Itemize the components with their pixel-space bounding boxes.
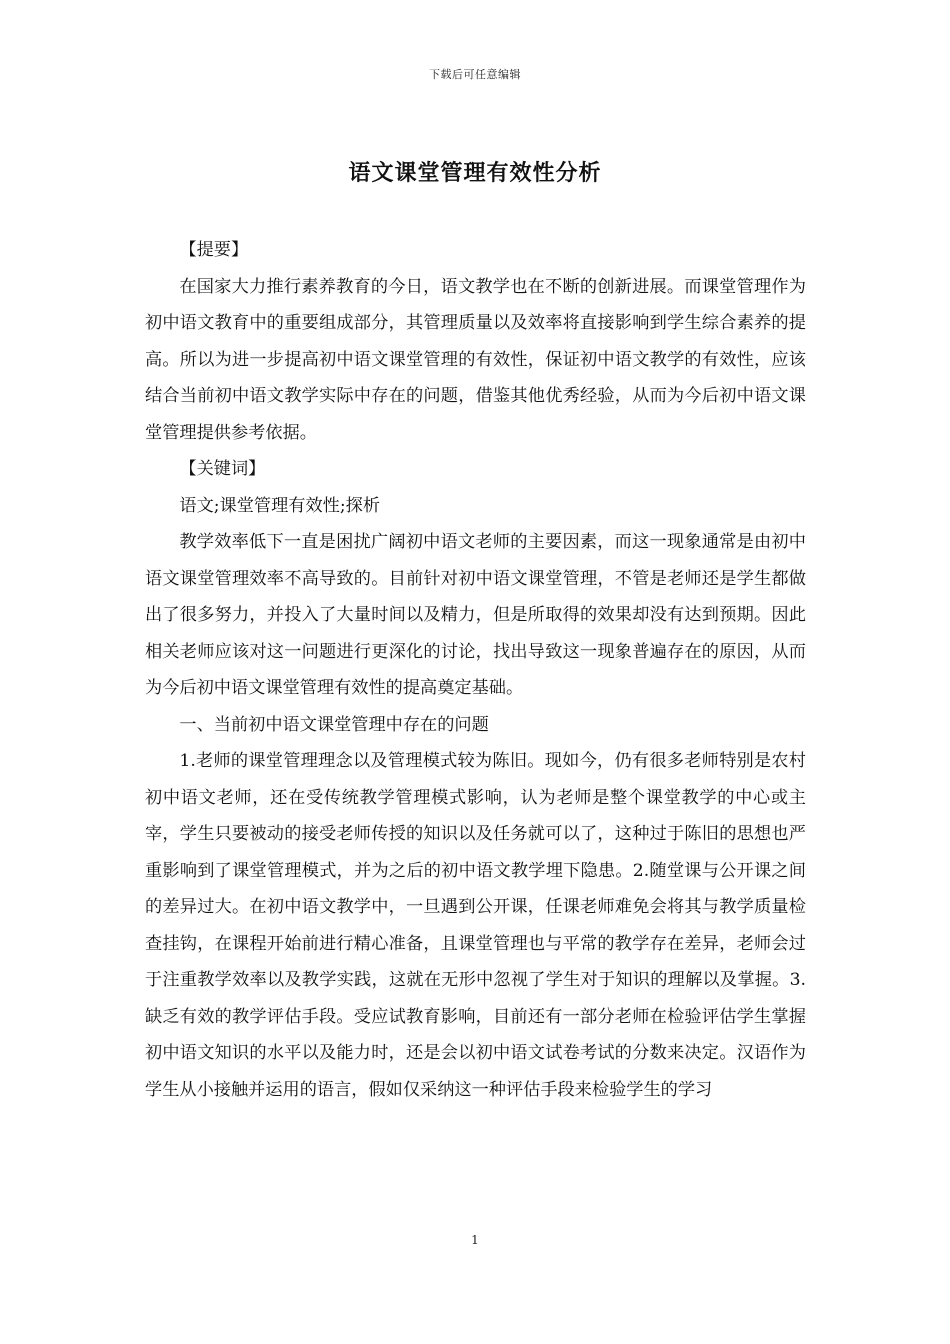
document-body [145, 232, 806, 1108]
abstract-heading: 【提要】 [179, 240, 249, 260]
keywords-paragraph: 语文;课堂管理有效性;探析 [179, 495, 381, 516]
section-1-paragraph: 1.老师的课堂管理理念以及管理模式较为陈旧。现如今，仍有很多老师特别是农村初中语文老师，还在受传统教学管理模式影响，认为老师是整个课堂教学的中心或主宰，学生只要被动的接受老师传授的知识以及任务就可以了，这种过于陈旧的思想也严重影响到了课堂管理模式，并为之后的初中语文教学埋下隐患。2.随堂课与公开课之间的差异过大。在初中语文教学中，一旦遇到公开课，任课老师难免会将其与教学质量检查挂钩，在课程开始前进行精心准备，且课堂管理也与平常的教学存在差异，老师会过于注重教学效率以及教学实践，这就在无形中忽视了学生对于知识的理解以及掌握。3.缺乏有效的教学评估手段。受应试教育影响，目前还有一部分老师在检验评估学生掌握初中语文知识的水平以及能力时，还是会以初中语文试卷考试的分数来决定。汉语作为学生从小接触并运用的语言，假如仅采纳这一种评估手段来检验学生的学习 [145, 751, 806, 1100]
abstract-paragraph: 在国家大力推行素养教育的今日，语文教学也在不断的创新进展。而课堂管理作为初中语文教育中的重要组成部分，其管理质量以及效率将直接影响到学生综合素养的提高。所以为进一步提高初中语文课堂管理的有效性，保证初中语文教学的有效性，应该结合当前初中语文教学实际中存在的问题，借鉴其他优秀经验，从而为今后初中语文课堂管理提供参考依据。 [145, 276, 806, 443]
section-heading-1: 一、当前初中语文课堂管理中存在的问题 [179, 714, 489, 735]
page-number: 1 [471, 1233, 479, 1247]
intro-paragraph: 教学效率低下一直是困扰广阔初中语文老师的主要因素，而这一现象通常是由初中语文课堂管理效率不高导致的。目前针对初中语文课堂管理，不管是老师还是学生都做出了很多努力，并投入了大量时间以及精力，但是所取得的效果却没有达到预期。因此相关老师应该对这一问题进行更深化的讨论，找出导致这一现象普遍存在的原因，从而为今后初中语文课堂管理有效性的提高奠定基础。 [145, 532, 806, 698]
header-note: 下载后可任意编辑 [429, 68, 521, 81]
keywords-heading: 【关键词】 [179, 459, 266, 479]
document-title: 语文课堂管理有效性分析 [348, 160, 602, 186]
